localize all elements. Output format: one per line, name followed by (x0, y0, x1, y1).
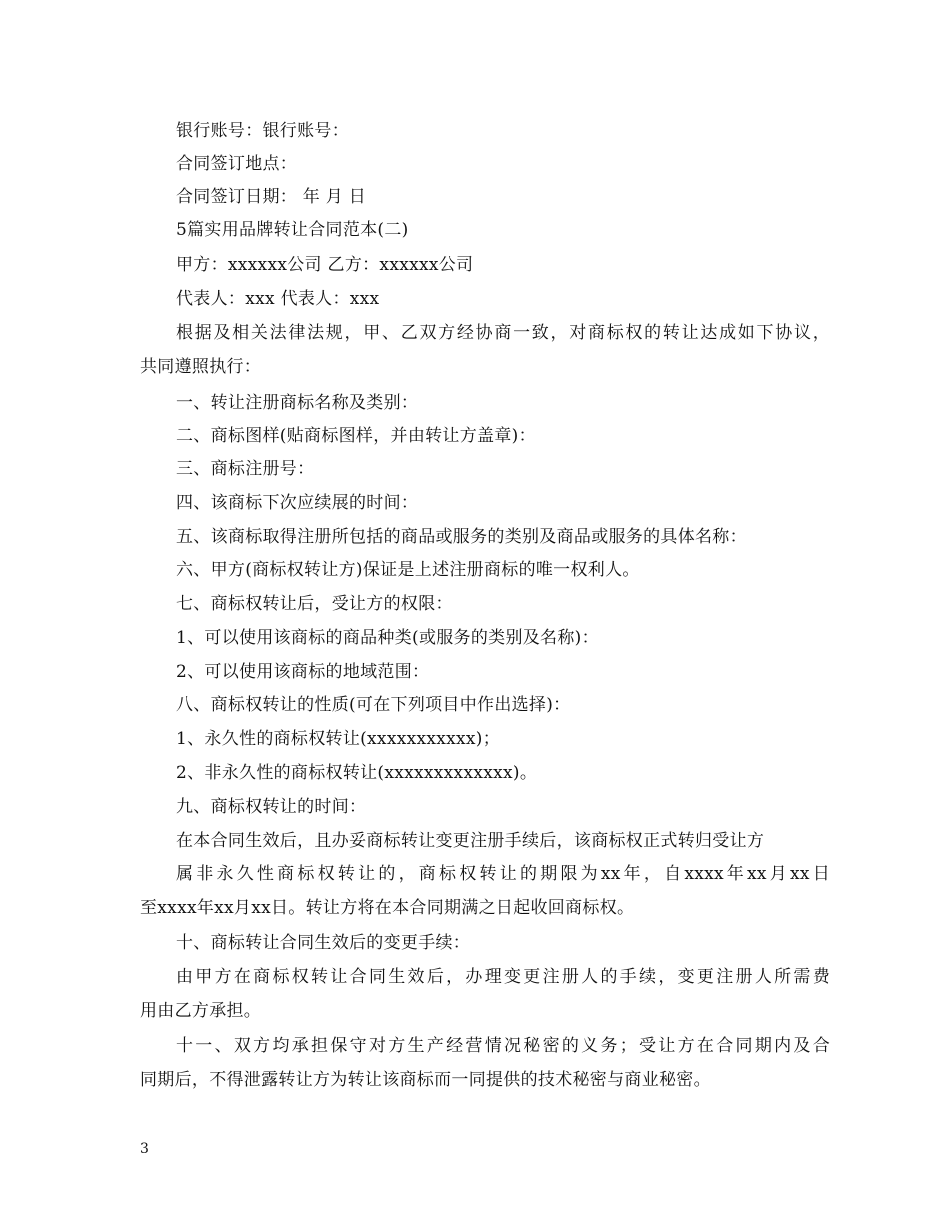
signing-place-line: 合同签订地点： (176, 154, 298, 174)
clause-10: 十、商标转让合同生效后的变更手续： (176, 933, 471, 953)
representatives-line: 代表人：xxx 代表人：xxx (176, 289, 380, 309)
clause-4: 四、该商标下次应续展的时间： (176, 493, 419, 513)
clause-8: 八、商标权转让的性质(可在下列项目中作出选择)： (176, 695, 571, 715)
clause-7-item-1: 1、可以使用该商标的商品种类(或服务的类别及名称)： (176, 628, 599, 648)
section-title: 5篇实用品牌转让合同范本(二) (176, 220, 409, 240)
clause-5: 五、该商标取得注册所包括的商品或服务的类别及商品或服务的具体名称： (176, 527, 747, 547)
clause-9: 九、商标权转让的时间： (176, 797, 367, 817)
clause-7: 七、商标权转让后，受让方的权限： (176, 594, 453, 614)
clause-9-text-1: 在本合同生效后，且办妥商标转让变更注册手续后，该商标权正式转归受让方 (176, 831, 765, 851)
clause-2: 二、商标图样(贴商标图样，并由转让方盖章)： (176, 426, 536, 446)
bank-account-line: 银行账号：银行账号： (176, 121, 349, 141)
clause-1: 一、转让注册商标名称及类别： (176, 393, 419, 413)
clause-9-text-3: 至xxxx年xx月xx日。转让方将在本合同期满之日起收回商标权。 (140, 898, 635, 918)
clause-7-item-2: 2、可以使用该商标的地域范围： (176, 662, 430, 682)
page-number: 3 (140, 1141, 149, 1157)
signing-date-line: 合同签订日期： 年 月 日 (176, 187, 367, 207)
clause-11-line-2: 同期后，不得泄露转让方为转让该商标而一同提供的技术秘密与商业秘密。 (140, 1070, 711, 1090)
intro-paragraph-line-1: 根据及相关法律法规，甲、乙双方经协商一致，对商标权的转让达成如下协议， (176, 323, 830, 343)
parties-line: 甲方：xxxxxx公司 乙方：xxxxxx公司 (176, 255, 474, 275)
clause-8-item-2: 2、非永久性的商标权转让(xxxxxxxxxxxxx)。 (176, 763, 538, 783)
intro-paragraph-line-2: 共同遵照执行： (140, 357, 262, 377)
clause-3: 三、商标注册号： (176, 459, 315, 479)
clause-9-text-2: 属非永久性商标权转让的，商标权转让的期限为xx年，自xxxx年xx月xx日 (176, 864, 830, 884)
clause-10-text-1: 由甲方在商标权转让合同生效后，办理变更注册人的手续，变更注册人所需费 (176, 967, 830, 987)
clause-6: 六、甲方(商标权转让方)保证是上述注册商标的唯一权利人。 (176, 560, 640, 580)
clause-8-item-1: 1、永久性的商标权转让(xxxxxxxxxxx)； (176, 729, 501, 749)
clause-10-text-2: 用由乙方承担。 (140, 1001, 262, 1021)
clause-11-line-1: 十一、双方均承担保守对方生产经营情况秘密的义务；受让方在合同期内及合 (176, 1036, 830, 1056)
